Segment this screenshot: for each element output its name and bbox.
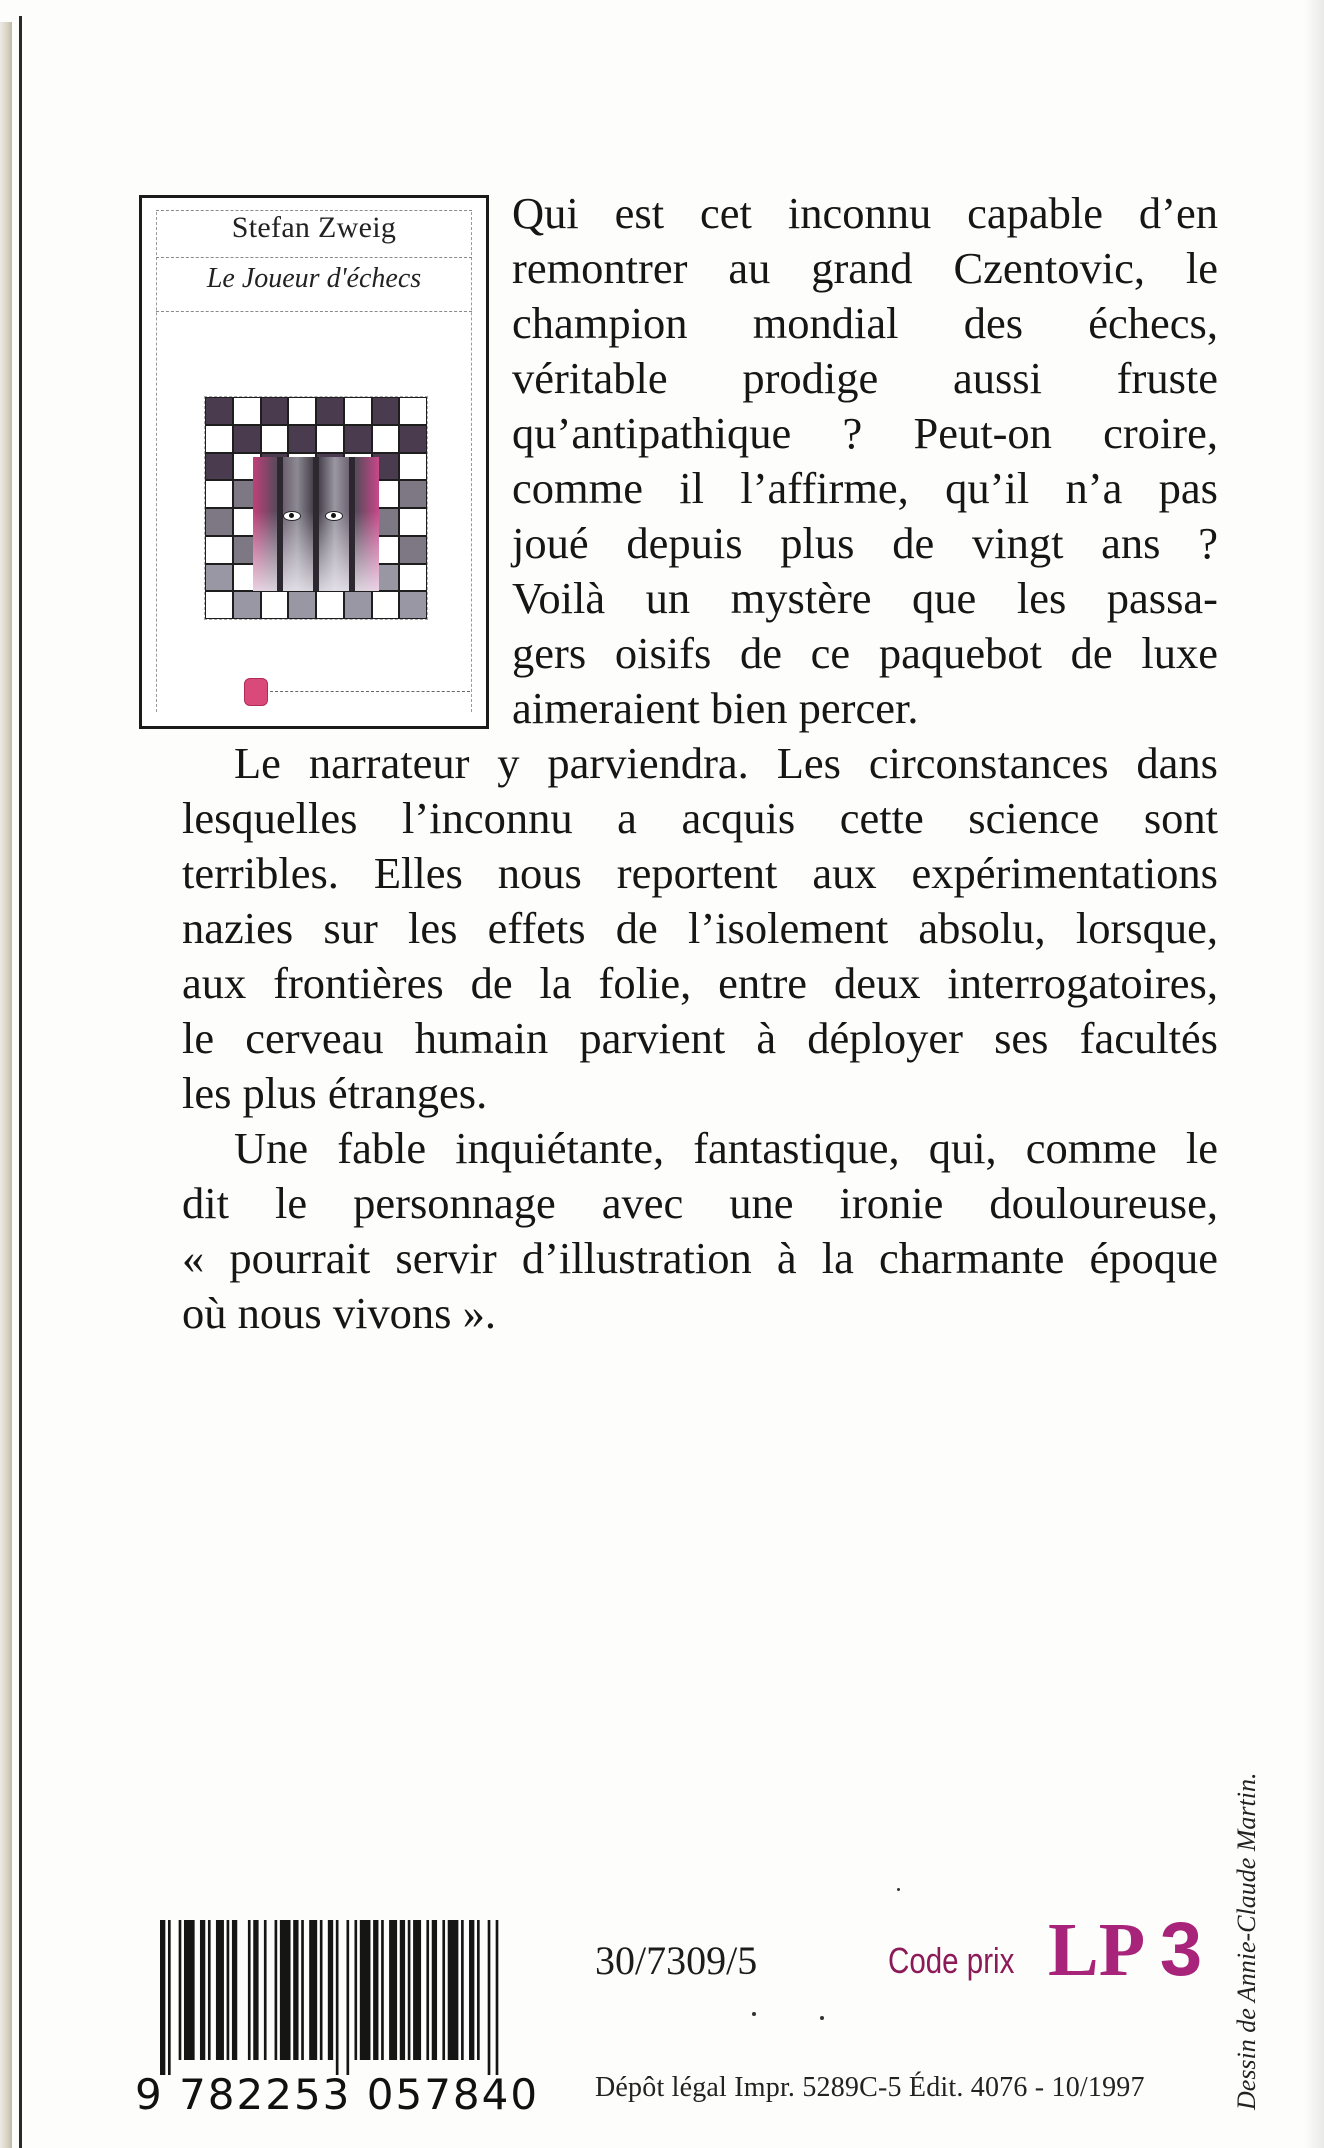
price-code-label: Code prix xyxy=(888,1940,1015,1981)
blurb-paragraph-3 xyxy=(130,1121,1218,1341)
board-square xyxy=(233,397,261,425)
board-square xyxy=(399,397,427,425)
board-square xyxy=(288,591,316,619)
board-square xyxy=(233,425,261,453)
board-square xyxy=(205,425,233,453)
blurb-paragraph-2 xyxy=(130,736,1218,1121)
cover-rule-mid xyxy=(156,257,472,258)
board-square xyxy=(316,397,344,425)
face-behind-bars-illustration xyxy=(253,457,379,591)
board-square xyxy=(399,480,427,508)
text-line: « pourrait servir d’illustration à la charmante époque xyxy=(182,1233,1218,1283)
board-square xyxy=(399,591,427,619)
board-square xyxy=(344,397,372,425)
board-square xyxy=(205,453,233,481)
board-square xyxy=(205,480,233,508)
board-square xyxy=(205,397,233,425)
text-line: le cerveau humain parvient à déployer ses facultés xyxy=(182,1013,1218,1063)
print-speck xyxy=(897,1888,900,1891)
text-line: aux frontières de la folie, entre deux interrogatoires, xyxy=(182,958,1218,1008)
bar xyxy=(313,457,319,591)
price-code-number: 3 xyxy=(1159,1907,1203,1992)
text-line: Le narrateur y parviendra. Les circonstances dans xyxy=(234,738,1218,788)
board-square xyxy=(288,397,316,425)
blurb-paragraph-1 xyxy=(512,186,1218,736)
text-line: qu’antipathique ? Peut-on croire, xyxy=(512,408,1218,458)
text-line: comme il l’affirme, qu’il n’a pas xyxy=(512,463,1218,513)
cover-thumbnail xyxy=(139,195,489,729)
bar xyxy=(277,457,283,591)
text-line: lesquelles l’inconnu a acquis cette science sont xyxy=(182,793,1218,843)
board-square xyxy=(288,425,316,453)
cover-footer-rule xyxy=(270,691,470,692)
board-square xyxy=(372,591,400,619)
board-square xyxy=(344,425,372,453)
publisher-logo-icon xyxy=(244,678,268,706)
text-line: remontrer au grand Czentovic, le xyxy=(512,243,1218,293)
board-square xyxy=(316,425,344,453)
text-line: Une fable inquiétante, fantastique, qui, comme le xyxy=(234,1123,1218,1173)
text-line: champion mondial des échecs, xyxy=(512,298,1218,348)
text-line: aimeraient bien percer. xyxy=(512,683,919,733)
cover-author: Stefan Zweig xyxy=(231,211,397,244)
print-speck xyxy=(752,2012,756,2016)
spine-fold-line xyxy=(19,16,22,2148)
board-square xyxy=(205,536,233,564)
board-square xyxy=(261,397,289,425)
reference-number: 30/7309/5 xyxy=(595,1938,758,1983)
print-speck xyxy=(820,2016,824,2020)
isbn-barcode xyxy=(158,1920,503,2075)
board-square xyxy=(205,591,233,619)
cover-rule-bottom xyxy=(156,311,472,312)
board-square xyxy=(205,508,233,536)
text-line: Voilà un mystère que les passa- xyxy=(512,573,1218,623)
board-square xyxy=(372,425,400,453)
text-line: joué depuis plus de vingt ans ? xyxy=(512,518,1218,568)
board-square xyxy=(316,591,344,619)
eye-icon xyxy=(283,511,301,521)
book-spine-edge xyxy=(0,22,12,2148)
board-square xyxy=(261,591,289,619)
board-square xyxy=(399,425,427,453)
text-line: gers oisifs de ce paquebot de luxe xyxy=(512,628,1218,678)
illustration-credit: Dessin de Annie-Claude Martin. xyxy=(1232,1772,1261,2110)
text-line: nazies sur les effets de l’isolement absolu, lorsque, xyxy=(182,903,1218,953)
board-square xyxy=(344,591,372,619)
price-code-letters: LP xyxy=(1048,1908,1141,1992)
board-square xyxy=(399,564,427,592)
cover-title: Le Joueur d'échecs xyxy=(206,263,422,294)
text-line: où nous vivons ». xyxy=(182,1288,496,1338)
text-line: les plus étranges. xyxy=(182,1068,488,1118)
board-square xyxy=(399,453,427,481)
board-square xyxy=(372,397,400,425)
legal-deposit: Dépôt légal Impr. 5289C-5 Édit. 4076 - 10/1997 xyxy=(595,2072,1145,2103)
text-line: Qui est cet inconnu capable d’en xyxy=(512,188,1218,238)
board-square xyxy=(233,591,261,619)
board-square xyxy=(399,508,427,536)
board-square xyxy=(205,564,233,592)
text-line: véritable prodige aussi fruste xyxy=(512,353,1218,403)
page-edge-shadow xyxy=(1304,0,1324,2148)
text-line: dit le personnage avec une ironie douloureuse, xyxy=(182,1178,1218,1228)
price-code-value xyxy=(1048,1906,1202,1994)
board-square xyxy=(399,536,427,564)
bar xyxy=(349,457,355,591)
isbn-digits: 9 782253 057840 xyxy=(135,2070,540,2119)
board-square xyxy=(261,425,289,453)
text-line: terribles. Elles nous reportent aux expérimentations xyxy=(182,848,1218,898)
eye-icon xyxy=(325,511,343,521)
